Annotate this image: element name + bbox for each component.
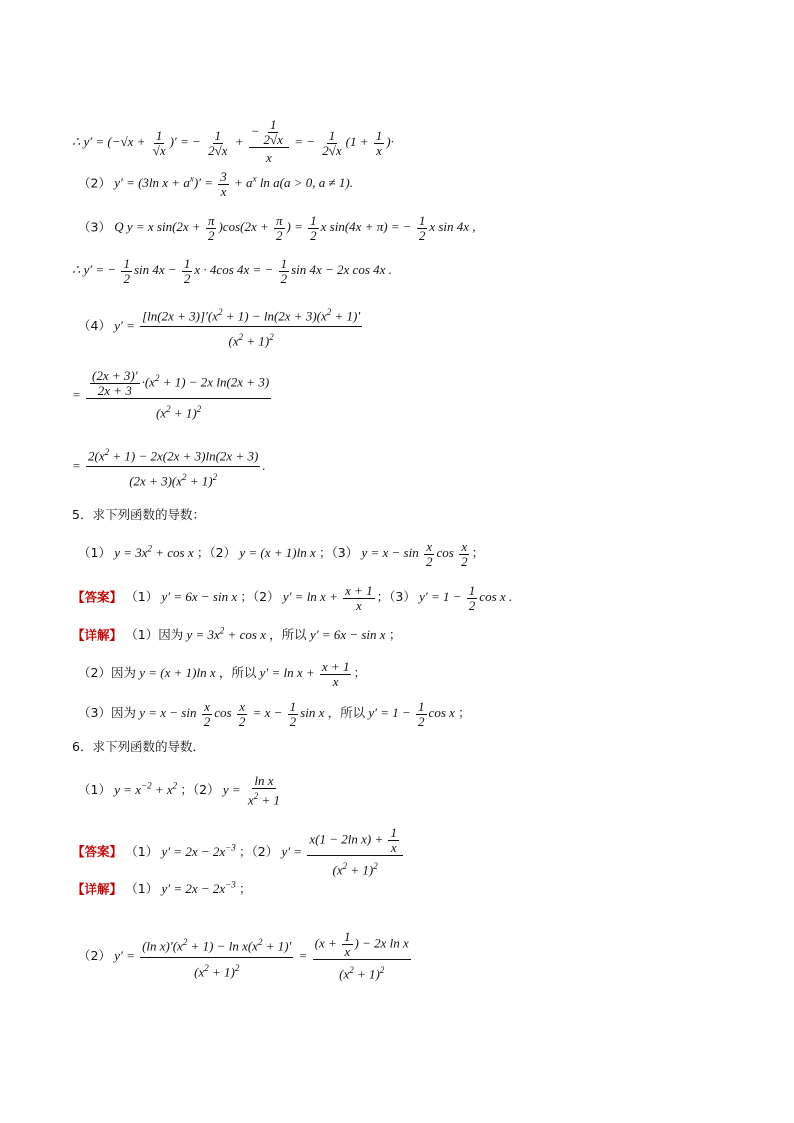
item-label: （3） bbox=[78, 219, 111, 235]
question-5-answer: 【答案】 （1） y′ = 6x − sin x ；（2） y′ = ln x + $\frac{x + 1}{x}$ ；（3） y′ = 1 − $\frac{1}{2}$ cos x . bbox=[72, 583, 513, 613]
item-label: （4） bbox=[78, 317, 111, 333]
math-line-2: （2） y′ = (3ln $x + a^x)'$ = $\frac{3}{x}$ + $a^x$ ln a(a > 0, a ≠ 1). bbox=[78, 169, 353, 199]
detail-tag: 【详解】 bbox=[72, 881, 123, 897]
question-6-detail-2: （2） y′ = $\frac{(\ln x)'(x^2 + 1) - \ln x(x^2 + 1)'}{(x^2 + 1)^2}$ = (x + $\frac{1}{x}$ ) − 2x ln x $(x^2 + 1)^2$ bbox=[78, 929, 409, 982]
answer-tag: 【答案】 bbox=[72, 844, 123, 860]
question-5-detail-3: （3）因为 y = x − sin $\frac{x}{2}$ cos $\frac{x}{2}$ = x − $\frac{1}{2}$ sin x ，所以 y′ = 1 − $\frac{1}{2}$ cos x ； bbox=[78, 699, 471, 729]
math-line-5: （4） y′ = $\frac{[\ln(2x + 3)]'(x^2 + 1) - \ln(2x + 3)(x^2 + 1)'}{(x^2 + 1)^2}$ bbox=[78, 302, 364, 352]
item-label: （2） bbox=[78, 175, 111, 191]
question-6-answer: 【答案】 （1） $y' = 2x - 2x^{-3}$ ；（2） y′ = x(1 − 2ln x) + $\frac{1}{x}$ $(x^2 + 1)^2$ bbox=[72, 826, 405, 880]
question-6-items: （1） $y = x^{-2} + x^2$ ；（2） y = $\frac{\text{ln x}}{x^2 + 1}$ bbox=[78, 773, 280, 808]
detail-tag: 【详解】 bbox=[72, 627, 123, 643]
question-5-detail-1: 【详解】 （1）因为 $y = 3x^2 + \cos x$ ，所以 y′ = 6x − sin x ； bbox=[72, 626, 402, 643]
math-line-1: ∴ y′ = (−√x + $\frac{1}{√x}$ )′ = − $\frac{1}{2√x}$ + − $\frac{1}{2√x}$ x = − $\frac{1}{2√x}$ (1 + $\frac{1}{x}$ )· bbox=[72, 117, 394, 165]
question-6-detail-1: 【详解】 （1） $y' = 2x - 2x^{-3}$ ； bbox=[72, 880, 252, 897]
question-5-items: （1） $y = 3x^2 + \cos x$ ；（2） y = (x + 1)ln x ；（3） y = x − sin $\frac{x}{2}$ cos $\frac{x}{2}$ ； bbox=[78, 539, 485, 569]
question-5-detail-2: （2）因为 y = (x + 1)ln x ，所以 y′ = ln x + $\frac{x + 1}{x}$ ； bbox=[78, 659, 366, 689]
math-line-4: ∴ y′ = − $\frac{1}{2}$ sin 4x − $\frac{1}{2}$ x · 4cos 4x = − $\frac{1}{2}$ sin 4x − 2x cos 4x . bbox=[72, 256, 392, 286]
question-6-title: 6．求下列函数的导数． bbox=[72, 739, 205, 754]
question-5-title: 5．求下列函数的导数： bbox=[72, 507, 205, 522]
math-line-3: （3） Q y = x sin(2x + $\frac{\pi}{2}$ )cos(2x + $\frac{\pi}{2}$ ) = $\frac{1}{2}$ x sin(4x + π) = − $\frac{1}{2}$ x sin 4x , bbox=[78, 213, 476, 243]
math-line-7: = $\frac{2(x^2 + 1) - 2x(2x + 3)\ln(2x + 3)}{(2x + 3)(x^2 + 1)^2}$ . bbox=[72, 442, 266, 492]
answer-tag: 【答案】 bbox=[72, 589, 123, 605]
math-line-6: = $\frac{(2x + 3)'}{2x + 3}$ $\cdot(x^2 + 1) - 2x$ ln(2x + 3) $(x^2 + 1)^2$ bbox=[72, 367, 270, 421]
